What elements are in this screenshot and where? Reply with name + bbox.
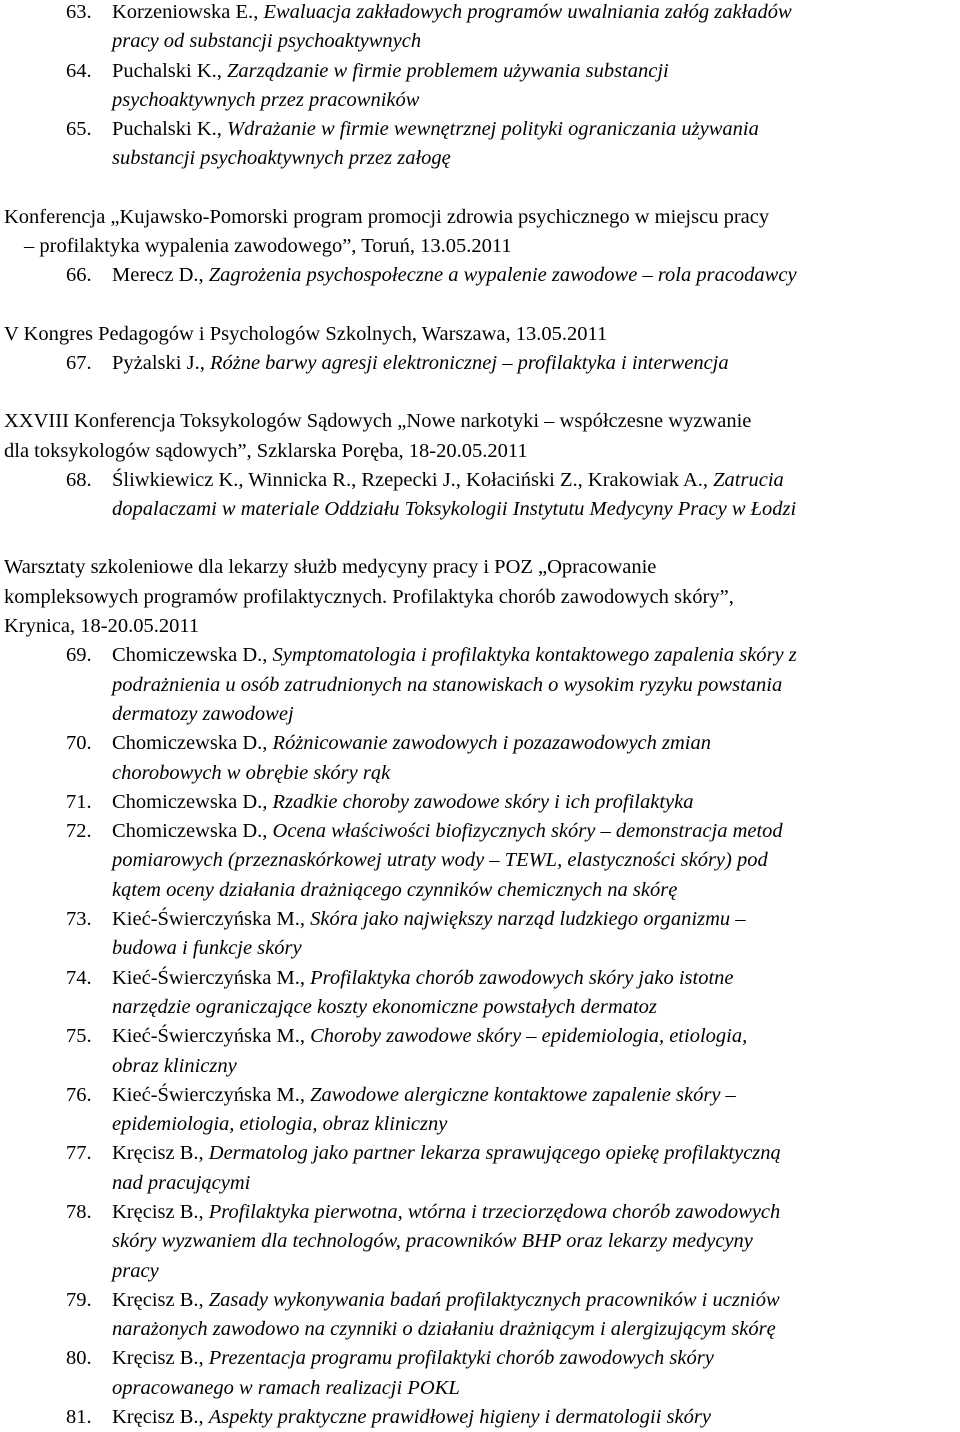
entry-number: 75. <box>66 1025 92 1048</box>
conference-line <box>4 232 960 261</box>
entry-title: psychoaktywnych przez pracowników <box>112 88 420 111</box>
bibliography-entry <box>0 0 960 57</box>
entry-title: Profilaktyka pierwotna, wtórna i trzeciorzędowa chorób zawodowych <box>208 1200 781 1223</box>
entry-line: Śliwkiewicz K., Winnicka R., Rzepecki J., Kołaciński Z., Krakowiak A., Zatrucia <box>112 468 784 491</box>
conference-heading <box>0 320 960 349</box>
entry-line <box>112 846 960 875</box>
entry-line: Chomiczewska D., Rzadkie choroby zawodowe skóry i ich profilaktyka <box>112 790 694 813</box>
bibliography-entry <box>0 261 960 290</box>
conference-text: kompleksowych programów profilaktycznych. Profilaktyka chorób zawodowych skóry”, <box>4 585 734 608</box>
conference-line <box>4 553 960 582</box>
entry-title: pomiarowych (przeznaskórkowej utraty wody – TEWL, elastyczności skóry) pod <box>112 849 768 872</box>
spacer <box>0 524 960 553</box>
bibliography-entry <box>0 1022 960 1081</box>
entry-number: 73. <box>66 908 92 931</box>
entry-number: 77. <box>66 1142 92 1165</box>
entry-number: 64. <box>66 59 92 82</box>
conference-heading <box>0 407 960 466</box>
entry-number: 65. <box>66 118 92 141</box>
entry-title: epidemiologia, etiologia, obraz kliniczny <box>112 1113 448 1136</box>
entry-line <box>112 86 960 115</box>
conference-text: XXVIII Konferencja Toksykologów Sądowych „Nowe narkotyki – współczesne wyzwanie <box>4 410 752 433</box>
entry-title: Rzadkie choroby zawodowe skóry i ich profilaktyka <box>272 790 694 813</box>
entry-line: Chomiczewska D., Ocena właściwości biofizycznych skóry – demonstracja metod <box>112 820 783 843</box>
entry-author: Merecz D. <box>112 264 199 287</box>
conference-date: 13.05.2011 <box>515 322 608 345</box>
bibliography-entry <box>0 964 960 1023</box>
entry-line <box>112 700 960 729</box>
entry-title: Wdrażanie w firmie wewnętrznej polityki ograniczania używania <box>227 118 759 141</box>
entry-title: Skóra jako największy narząd ludzkiego organizmu – <box>310 908 746 931</box>
entry-number: 70. <box>66 732 92 755</box>
entry-author: Kieć-Świerczyńska M. <box>112 1083 300 1106</box>
entry-line: Merecz D., Zagrożenia psychospołeczne a wypalenie zawodowe – rola pracodawcy <box>112 264 797 287</box>
entry-title: Prezentacja programu profilaktyki chorób zawodowych skóry <box>208 1347 714 1370</box>
entry-number: 63. <box>66 1 92 23</box>
entry-title: dopalaczami w materiale Oddziału Toksykologii Instytutu Medycyny Pracy w Łodzi <box>112 498 797 521</box>
entry-line <box>112 759 960 788</box>
entry-line <box>112 993 960 1022</box>
entry-line: Chomiczewska D., Różnicowanie zawodowych i pozazawodowych zmian <box>112 732 712 755</box>
conference-line <box>4 612 960 641</box>
entry-title: narażonych zawodowo na czynniki o działaniu drażniącym i alergizującym skórę <box>112 1318 776 1341</box>
bibliography-entry <box>0 1081 960 1140</box>
entry-line: Puchalski K., Wdrażanie w firmie wewnętrznej polityki ograniczania używania <box>112 118 759 141</box>
entry-line: Kieć-Świerczyńska M., Skóra jako największy narząd ludzkiego organizmu – <box>112 908 746 931</box>
conference-line <box>4 407 960 436</box>
entry-line <box>112 1227 960 1256</box>
entry-line <box>112 1257 960 1286</box>
entry-line <box>112 934 960 963</box>
entry-title: pracy od substancji psychoaktywnych <box>112 30 422 53</box>
conference-text: Warsztaty szkoleniowe dla lekarzy służb medycyny pracy i POZ „Opracowanie <box>4 556 657 579</box>
entry-line <box>112 1110 960 1139</box>
entry-title: Ocena właściwości biofizycznych skóry – demonstracja metod <box>272 820 783 843</box>
bibliography-entry <box>0 1403 960 1432</box>
entry-author: Puchalski K. <box>112 59 217 82</box>
conference-line <box>4 320 960 349</box>
spacer <box>0 378 960 407</box>
bibliography-entry <box>0 1344 960 1403</box>
entry-line: Kręcisz B., Profilaktyka pierwotna, wtórna i trzeciorzędowa chorób zawodowych <box>112 1200 781 1223</box>
entry-title: narzędzie ograniczające koszty ekonomiczne powstałych dermatoz <box>112 995 657 1018</box>
entry-title: skóry wyzwaniem dla technologów, pracowników BHP oraz lekarzy medycyny <box>112 1230 753 1253</box>
entry-title: Profilaktyka chorób zawodowych skóry jako istotne <box>310 966 734 989</box>
entry-line <box>112 144 960 173</box>
entry-line <box>112 1374 960 1403</box>
entry-line: Kręcisz B., Aspekty praktyczne prawidłowej higieny i dermatologii skóry <box>112 1406 711 1429</box>
entry-title: podrażnienia u osób zatrudnionych na stanowiskach o wysokim ryzyku powstania <box>112 673 783 696</box>
entry-line: Kieć-Świerczyńska M., Zawodowe alergiczne kontaktowe zapalenie skóry – <box>112 1083 736 1106</box>
entry-number: 68. <box>66 468 92 491</box>
entry-number: 76. <box>66 1083 92 1106</box>
entry-number: 66. <box>66 264 92 287</box>
entry-title: Ewaluacja zakładowych programów uwalniania załóg zakładów <box>263 1 792 23</box>
bibliography-entry <box>0 905 960 964</box>
bibliography-entry <box>0 115 960 174</box>
entry-title: obraz kliniczny <box>112 1054 237 1077</box>
bibliography-entry <box>0 1198 960 1286</box>
entry-author: Kręcisz B. <box>112 1406 199 1429</box>
conference-line <box>4 203 960 232</box>
entry-title: Zasady wykonywania badań profilaktycznych pracowników i uczniów <box>208 1288 780 1311</box>
entry-title: opracowanego w ramach realizacji POKL <box>112 1376 460 1399</box>
conference-text: Krynica, <box>4 615 76 638</box>
entry-title: Choroby zawodowe skóry – epidemiologia, etiologia, <box>310 1025 748 1048</box>
entry-author: Chomiczewska D. <box>112 732 263 755</box>
entry-title: nad pracującymi <box>112 1171 251 1194</box>
entry-title: kątem oceny działania drażniącego czynników chemicznych na skórę <box>112 878 678 901</box>
entry-line <box>112 876 960 905</box>
spacer <box>0 174 960 203</box>
entry-line: Kieć-Świerczyńska M., Profilaktyka chorób zawodowych skóry jako istotne <box>112 966 734 989</box>
entry-author: Kręcisz B. <box>112 1142 199 1165</box>
conference-text: dla toksykologów sądowych”, Szklarska Poręba, <box>4 439 404 462</box>
entry-title: Zarządzanie w firmie problemem używania substancji <box>227 59 669 82</box>
entry-line: Kieć-Świerczyńska M., Choroby zawodowe skóry – epidemiologia, etiologia, <box>112 1025 748 1048</box>
entry-line: Kręcisz B., Zasady wykonywania badań profilaktycznych pracowników i uczniów <box>112 1288 780 1311</box>
bibliography-entry <box>0 1286 960 1345</box>
entry-author: Korzeniowska E. <box>112 1 254 23</box>
entry-author: Chomiczewska D. <box>112 644 263 667</box>
entry-author: Chomiczewska D. <box>112 790 263 813</box>
conference-heading <box>0 553 960 641</box>
entry-title: pracy <box>112 1259 159 1282</box>
conference-line <box>4 437 960 466</box>
entry-line <box>112 27 960 56</box>
conference-date: 13.05.2011 <box>420 235 512 258</box>
entry-title: Dermatolog jako partner lekarza sprawującego opiekę profilaktyczną <box>208 1142 781 1165</box>
bibliography-entry <box>0 641 960 729</box>
entry-line <box>112 1315 960 1344</box>
entry-title: Zawodowe alergiczne kontaktowe zapalenie skóry – <box>310 1083 736 1106</box>
bibliography-entry <box>0 466 960 525</box>
entry-title: Aspekty praktyczne prawidłowej higieny i dermatologii skóry <box>208 1406 711 1429</box>
entry-line: Puchalski K., Zarządzanie w firmie problemem używania substancji <box>112 59 669 82</box>
entry-author: Kręcisz B. <box>112 1347 199 1370</box>
entry-title: Zagrożenia psychospołeczne a wypalenie zawodowe – rola pracodawcy <box>208 264 797 287</box>
entry-number: 74. <box>66 966 92 989</box>
entry-title: Różnicowanie zawodowych i pozazawodowych zmian <box>272 732 712 755</box>
bibliography-entry <box>0 817 960 905</box>
entry-number: 78. <box>66 1200 92 1223</box>
bibliography-entry <box>0 349 960 378</box>
entry-author: Pyżalski J. <box>112 351 200 374</box>
entry-title: Zatrucia <box>713 468 784 491</box>
entry-line: Korzeniowska E., Ewaluacja zakładowych programów uwalniania załóg zakładów <box>112 1 792 23</box>
entry-number: 69. <box>66 644 92 667</box>
entry-number: 81. <box>66 1406 92 1429</box>
bibliography-entry <box>0 1139 960 1198</box>
conference-text: Konferencja „Kujawsko-Pomorski program promocji zdrowia psychicznego w miejscu pracy <box>4 205 770 228</box>
entry-author: Kieć-Świerczyńska M. <box>112 966 300 989</box>
entry-author: Chomiczewska D. <box>112 820 263 843</box>
entry-author: Kręcisz B. <box>112 1200 199 1223</box>
entry-number: 72. <box>66 820 92 843</box>
entry-title: Różne barwy agresji elektronicznej – profilaktyka i interwencja <box>209 351 729 374</box>
entry-title: dermatozy zawodowej <box>112 702 294 725</box>
entry-line <box>112 1169 960 1198</box>
entry-author: Puchalski K. <box>112 118 217 141</box>
entry-title: chorobowych w obrębie skóry rąk <box>112 761 391 784</box>
entry-title: Symptomatologia i profilaktyka kontaktowego zapalenia skóry z <box>272 644 797 667</box>
conference-line <box>4 583 960 612</box>
entry-author: Kręcisz B. <box>112 1288 199 1311</box>
bibliography-entry <box>0 729 960 788</box>
entry-line <box>112 1052 960 1081</box>
conference-text: V Kongres Pedagogów i Psychologów Szkolnych, Warszawa, <box>4 322 511 345</box>
entry-number: 80. <box>66 1347 92 1370</box>
entry-line <box>112 671 960 700</box>
entry-title: budowa i funkcje skóry <box>112 937 302 960</box>
bibliography-entry <box>0 788 960 817</box>
entry-line: Chomiczewska D., Symptomatologia i profilaktyka kontaktowego zapalenia skóry z <box>112 644 797 667</box>
entry-title: substancji psychoaktywnych przez załogę <box>112 147 451 170</box>
entry-author: Kieć-Świerczyńska M. <box>112 908 300 931</box>
conference-heading <box>0 203 960 262</box>
conference-text: – profilaktyka wypalenia zawodowego”, Toruń, <box>24 235 415 258</box>
entry-line: Kręcisz B., Dermatolog jako partner lekarza sprawującego opiekę profilaktyczną <box>112 1142 781 1165</box>
spacer <box>0 291 960 320</box>
bibliography-entry <box>0 57 960 116</box>
conference-date: 18-20.05.2011 <box>408 439 528 462</box>
entry-line: Pyżalski J., Różne barwy agresji elektronicznej – profilaktyka i interwencja <box>112 351 729 374</box>
entry-number: 71. <box>66 790 92 813</box>
entry-number: 79. <box>66 1288 92 1311</box>
conference-date: 18-20.05.2011 <box>80 615 200 638</box>
entry-author: Śliwkiewicz K., Winnicka R., Rzepecki J., Kołaciński Z., Krakowiak A. <box>112 468 703 491</box>
entry-number: 67. <box>66 351 92 374</box>
entry-author: Kieć-Świerczyńska M. <box>112 1025 300 1048</box>
entry-line: Kręcisz B., Prezentacja programu profilaktyki chorób zawodowych skóry <box>112 1347 714 1370</box>
entry-line <box>112 495 960 524</box>
